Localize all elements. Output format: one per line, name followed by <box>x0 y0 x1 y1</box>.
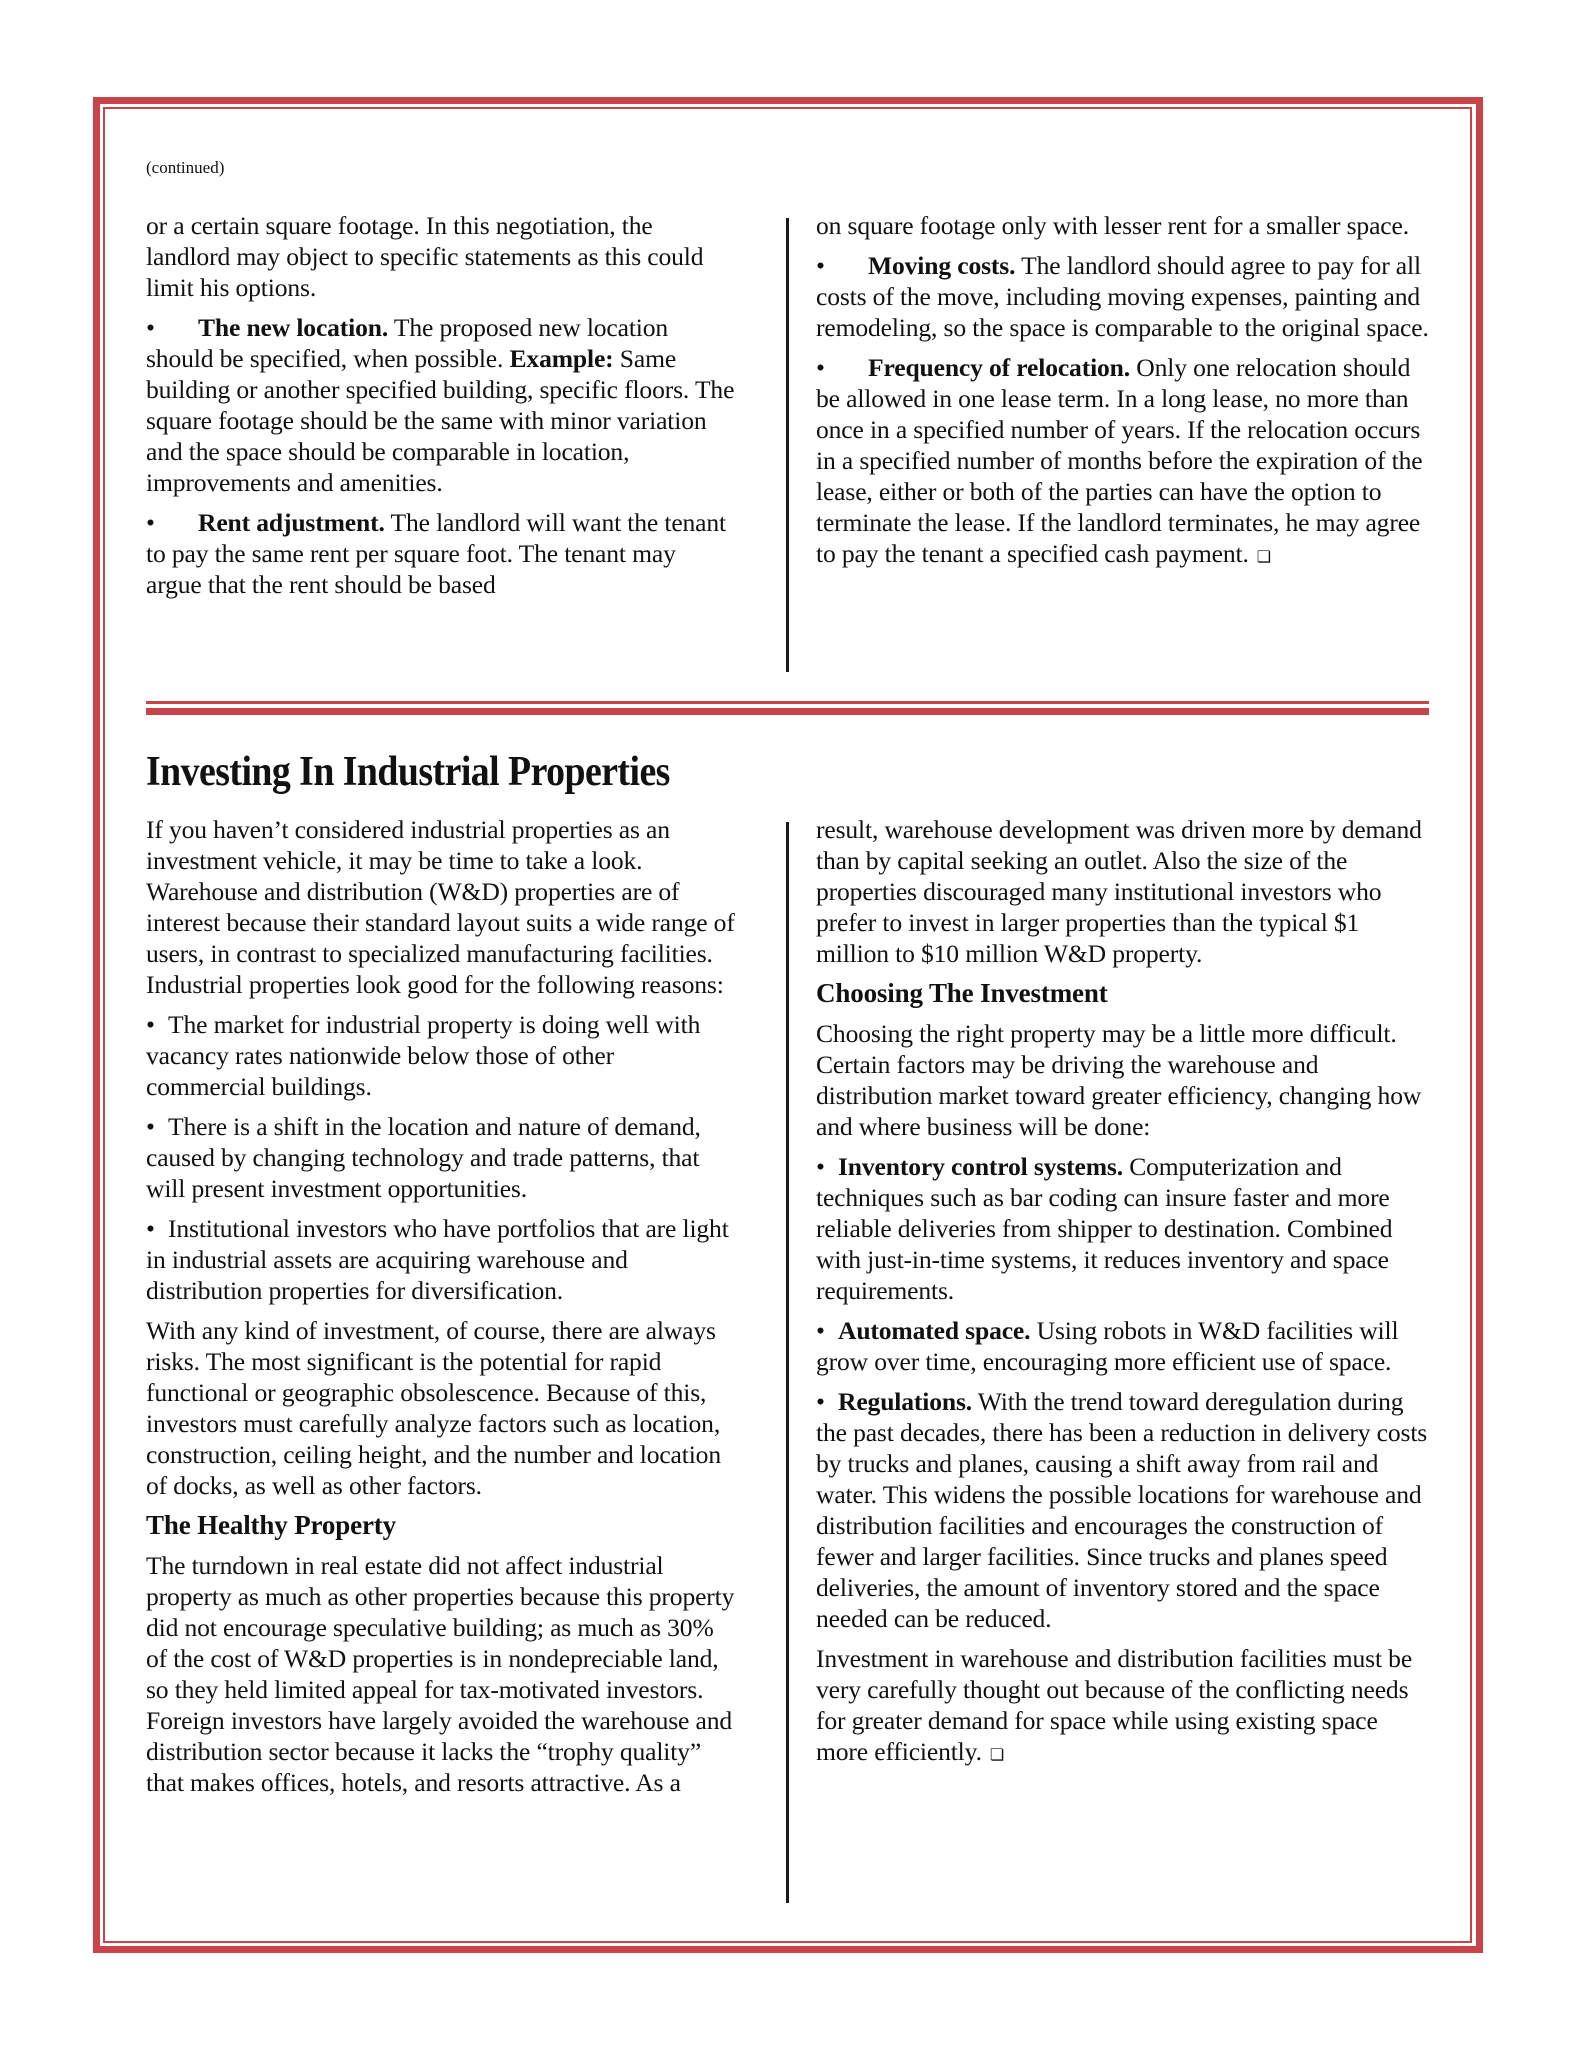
factor-lead: Regulations. <box>838 1387 973 1416</box>
subheading-healthy-property: The Healthy Property <box>146 1510 396 1540</box>
bullet-text: Only one relocation should be allowed in one lease term. In a long lease, no more than once in a specified number of years. If the relocation occurs in a specified number of months before the expiration of the lease, either or both of the parties can have the option to terminate the lease. If the landlord terminates, he may agree to pay the tenant a specified cash payment. <box>816 353 1423 568</box>
article-title: Investing In Industrial Properties <box>146 749 670 795</box>
continued-label: (continued) <box>146 158 225 177</box>
emphasis-example: Example: <box>509 344 614 373</box>
bullet-marker: • <box>146 1112 155 1141</box>
paragraph: on square footage only with lesser rent for a smaller space. <box>816 211 1409 240</box>
factor-text: Using robots in W&D facilities will grow over time, encouraging more efficient use of space. <box>816 1316 1399 1376</box>
column-divider-bottom <box>786 822 789 1903</box>
bullet-text: Same building or another specified building, specific floors. The square footage should be the same with minor variation and the space should be comparable in location, improvements and amenities. <box>146 344 735 497</box>
reason-item <box>146 1111 738 1204</box>
factor-regulations <box>816 1386 1432 1634</box>
factor-inventory-control <box>816 1151 1432 1306</box>
factor-text: Computerization and techniques such as bar coding can insure faster and more reliable deliveries from shipper to destination. Combined with just-in-time systems, it reduces inventory and space requirements. <box>816 1152 1393 1305</box>
article-left-column <box>146 814 738 1807</box>
bullet-text: The proposed new location should be specified, when possible. <box>146 313 669 373</box>
paragraph-continuation: result, warehouse development was driven more by demand than by capital seeking an outlet. Also the size of the properties discouraged many institutional investors who prefer to invest in larger properties than the typical $1 million to $10 million W&D property. <box>816 815 1422 968</box>
factor-lead: Automated space. <box>838 1316 1031 1345</box>
article-right-column <box>816 814 1432 1779</box>
factor-lead: Inventory control systems. <box>838 1152 1123 1181</box>
reason-item <box>146 1009 738 1102</box>
bullet-lead: Rent adjustment. <box>198 508 385 537</box>
paragraph-risks: With any kind of investment, of course, there are always risks. The most significant is the potential for rapid functional or geographic obsolescence. Because of this, investors must carefully analyze factors such as location, construction, ceiling height, and the number and location of docks, as well as other factors. <box>146 1316 721 1500</box>
bullet-marker: • <box>816 353 825 382</box>
bullet-marker: • <box>816 1316 825 1345</box>
section-separator-thick <box>146 708 1429 715</box>
bullet-marker: • <box>146 508 155 537</box>
end-mark-icon: ❏ <box>1256 547 1271 566</box>
bullet-marker: • <box>816 1387 825 1416</box>
factor-text: With the trend toward deregulation during the past decades, there has been a reduction in delivery costs by trucks and planes, causing a shift away from rail and water. This widens the possible locations for warehouse and distribution facilities and encourages the construction of fewer and larger facilities. Since trucks and planes speed deliveries, the amount of inventory stored and the space needed can be reduced. <box>816 1387 1428 1633</box>
bullet-marker: • <box>146 1214 155 1243</box>
paragraph-conclusion <box>816 1643 1432 1770</box>
bullet-new-location <box>146 312 736 498</box>
bullet-lead: Moving costs. <box>868 251 1016 280</box>
reason-text: Institutional investors who have portfolios that are light in industrial assets are acquiring warehouse and distribution properties for diversification. <box>146 1214 729 1305</box>
reason-text: There is a shift in the location and nature of demand, caused by changing technology and trade patterns, that will present investment opportunities. <box>146 1112 701 1203</box>
bullet-frequency <box>816 352 1430 572</box>
top-right-column <box>816 210 1430 581</box>
paragraph-healthy: The turndown in real estate did not affect industrial property as much as other properties because this property did not encourage speculative building; as much as 30% of the cost of W&D properties is in nondepreciable land, so they held limited appeal for tax-motivated investors. Foreign investors have largely avoided the warehouse and distribution sector because it lacks the “trophy quality” that makes offices, hotels, and resorts attractive. As a <box>146 1551 735 1797</box>
section-separator-thin <box>146 701 1429 704</box>
bullet-lead: Frequency of relocation. <box>868 353 1131 382</box>
column-divider-top <box>786 218 789 672</box>
paragraph-choosing: Choosing the right property may be a little more difficult. Certain factors may be driving the warehouse and distribution market toward greater efficiency, changing how and where business will be done: <box>816 1019 1422 1141</box>
bullet-rent-adjustment <box>146 507 736 600</box>
reason-item <box>146 1213 738 1306</box>
bullet-marker: • <box>816 1152 825 1181</box>
paragraph: or a certain square footage. In this negotiation, the landlord may object to specific statements as this could limit his options. <box>146 211 704 302</box>
subheading-choosing-investment: Choosing The Investment <box>816 978 1108 1008</box>
bullet-marker: • <box>146 1010 155 1039</box>
top-left-column <box>146 210 736 609</box>
end-mark-icon: ❏ <box>989 1745 1005 1764</box>
bullet-text: The landlord should agree to pay for all costs of the move, including moving expenses, painting and remodeling, so the space is comparable to the original space. <box>816 251 1429 342</box>
bullet-moving-costs <box>816 250 1430 343</box>
bullet-marker: • <box>146 313 155 342</box>
bullet-lead: The new location. <box>198 313 389 342</box>
bullet-marker: • <box>816 251 825 280</box>
bullet-text: The landlord will want the tenant to pay the same rent per square foot. The tenant may argue that the rent should be based <box>146 508 726 599</box>
reason-text: The market for industrial property is doing well with vacancy rates nationwide below those of other commercial buildings. <box>146 1010 701 1101</box>
paragraph-intro: If you haven’t considered industrial properties as an investment vehicle, it may be time to take a look. Warehouse and distribution (W&D) properties are of interest because their standard layout suits a wide range of users, in contrast to specialized manufacturing facilities. Industrial properties look good for the following reasons: <box>146 815 735 999</box>
conclusion-text: Investment in warehouse and distribution facilities must be very carefully thought out because of the conflicting needs for greater demand for space while using existing space more efficiently. <box>816 1644 1413 1766</box>
factor-automated-space <box>816 1315 1432 1377</box>
